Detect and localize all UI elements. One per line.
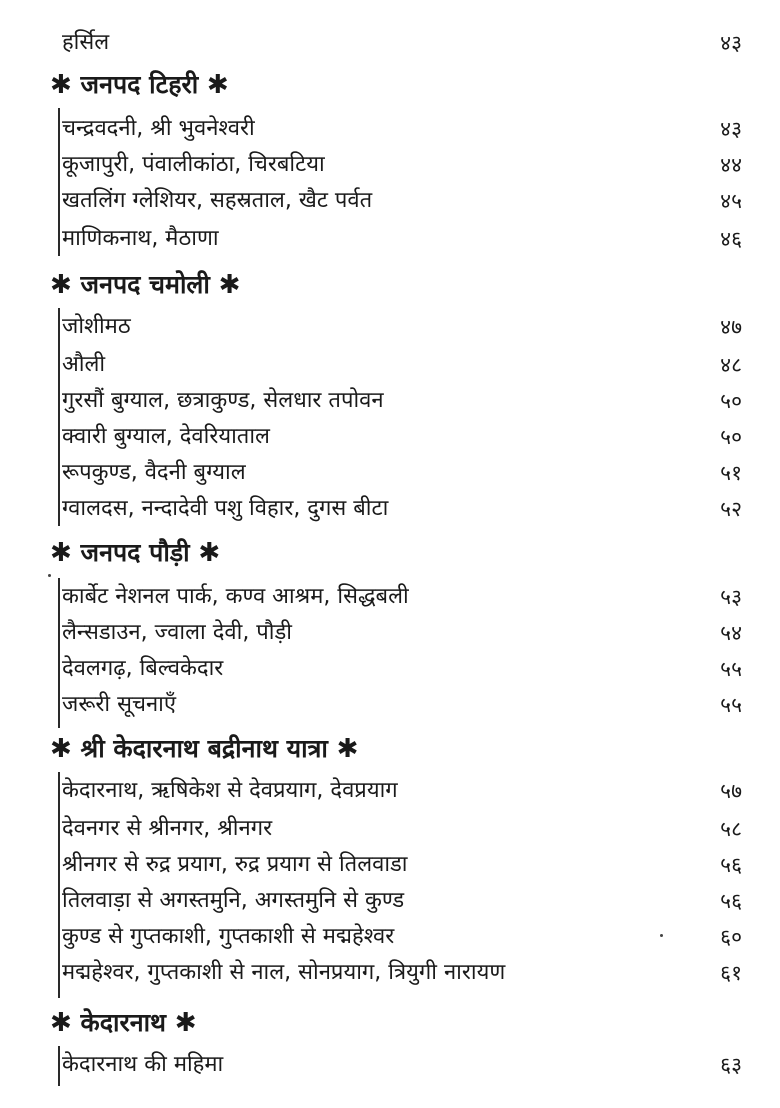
section-rule xyxy=(58,108,60,256)
entry-title: देवनगर से श्रीनगर, श्रीनगर xyxy=(62,816,273,841)
toc-entry xyxy=(62,580,742,614)
entry-page: ४३ xyxy=(720,31,742,55)
toc-entry xyxy=(62,112,742,146)
entry-title: जरूरी सूचनाएँ xyxy=(62,692,177,717)
toc-entry xyxy=(62,184,742,218)
toc-entry xyxy=(62,884,742,918)
print-speck xyxy=(48,574,51,577)
entry-page: ५३ xyxy=(720,585,742,609)
entry-title: कार्बेट नेशनल पार्क, कण्व आश्रम, सिद्धबली xyxy=(62,584,409,609)
section-heading xyxy=(50,730,358,768)
asterisk-icon: ✱ xyxy=(218,270,241,300)
entry-title: कुण्ड से गुप्तकाशी, गुप्तकाशी से मद्महेश्वर xyxy=(62,924,395,949)
entry-page: ४३ xyxy=(720,117,742,141)
toc-entry xyxy=(62,420,742,454)
entry-title: क्वारी बुग्याल, देवरियाताल xyxy=(62,424,270,449)
toc-entry xyxy=(62,384,742,418)
entry-page: ६० xyxy=(720,925,742,949)
toc-entry xyxy=(62,956,742,990)
entry-page: ४७ xyxy=(720,315,742,339)
entry-page: ५० xyxy=(720,425,742,449)
toc-entry xyxy=(62,456,742,490)
entry-title: लैन्सडाउन, ज्वाला देवी, पौड़ी xyxy=(62,620,292,645)
section-rule xyxy=(58,772,60,998)
entry-page: ४५ xyxy=(720,189,742,213)
entry-page: ६३ xyxy=(720,1053,742,1077)
toc-entry xyxy=(62,148,742,182)
toc-entry xyxy=(62,848,742,882)
entry-page: ४८ xyxy=(720,353,742,377)
entry-title: औली xyxy=(62,352,106,377)
asterisk-icon: ✱ xyxy=(50,1008,72,1038)
entry-title: माणिकनाथ, मैठाणा xyxy=(62,226,219,251)
asterisk-icon: ✱ xyxy=(198,538,221,568)
toc-entry xyxy=(62,616,742,650)
entry-page: ५६ xyxy=(720,889,742,913)
section-heading xyxy=(50,1004,197,1042)
entry-page: ५५ xyxy=(720,693,742,717)
entry-title: तिलवाड़ा से अगस्तमुनि, अगस्तमुनि से कुण्ड xyxy=(62,888,405,913)
section-rule xyxy=(58,578,60,728)
section-title: श्री केदारनाथ बद्रीनाथ यात्रा xyxy=(80,734,328,763)
toc-entry xyxy=(62,652,742,686)
toc-entry xyxy=(62,774,742,808)
entry-page: ५१ xyxy=(720,461,742,485)
entry-title: श्रीनगर से रुद्र प्रयाग, रुद्र प्रयाग से तिलवाडा xyxy=(62,852,408,877)
entry-page: ५४ xyxy=(720,621,742,645)
entry-title: हर्सिल xyxy=(62,30,110,55)
entry-page: ४६ xyxy=(720,227,742,251)
section-rule xyxy=(58,1046,60,1086)
entry-page: ५० xyxy=(720,389,742,413)
section-rule xyxy=(58,308,60,526)
entry-title: चन्द्रवदनी, श्री भुवनेश्वरी xyxy=(62,116,255,141)
entry-title: देवलगढ़, बिल्वकेदार xyxy=(62,656,224,681)
entry-page: ६१ xyxy=(720,961,742,985)
entry-page: ५८ xyxy=(720,817,742,841)
entry-title: रूपकुण्ड, वैदनी बुग्याल xyxy=(62,460,246,485)
section-title: जनपद चमोली xyxy=(80,270,210,299)
toc-entry xyxy=(62,492,742,526)
asterisk-icon: ✱ xyxy=(50,538,72,568)
toc-entry xyxy=(62,1048,742,1082)
section-title: जनपद पौड़ी xyxy=(80,538,190,567)
section-heading xyxy=(50,66,229,104)
asterisk-icon: ✱ xyxy=(50,734,72,764)
section-heading xyxy=(50,266,240,304)
toc-entry xyxy=(62,26,742,60)
toc-entry xyxy=(62,222,742,256)
section-title: जनपद टिहरी xyxy=(80,70,199,99)
entry-title: मद्महेश्वर, गुप्तकाशी से नाल, सोनप्रयाग, त्रियुगी नारायण xyxy=(62,960,506,985)
entry-title: केदारनाथ की महिमा xyxy=(62,1052,224,1077)
entry-page: ४४ xyxy=(720,153,742,177)
toc-entry xyxy=(62,348,742,382)
entry-page: ५२ xyxy=(720,497,742,521)
entry-title: जोशीमठ xyxy=(62,314,131,339)
entry-title: खतलिंग ग्लेशियर, सहस्रताल, खैट पर्वत xyxy=(62,188,373,213)
asterisk-icon: ✱ xyxy=(206,70,229,100)
entry-title: गुरसौं बुग्याल, छत्राकुण्ड, सेलधार तपोवन xyxy=(62,388,384,413)
asterisk-icon: ✱ xyxy=(50,70,72,100)
asterisk-icon: ✱ xyxy=(50,270,72,300)
entry-page: ५७ xyxy=(720,779,742,803)
entry-page: ५५ xyxy=(720,657,742,681)
toc-entry xyxy=(62,812,742,846)
entry-title: कूजापुरी, पंवालीकांठा, चिरबटिया xyxy=(62,152,325,177)
entry-title: केदारनाथ, ऋषिकेश से देवप्रयाग, देवप्रयाग xyxy=(62,778,398,803)
section-heading xyxy=(50,534,220,572)
toc-entry xyxy=(62,688,742,722)
asterisk-icon: ✱ xyxy=(174,1008,197,1038)
toc-entry xyxy=(62,310,742,344)
entry-title: ग्वालदस, नन्दादेवी पशु विहार, दुगस बीटा xyxy=(62,496,389,521)
section-title: केदारनाथ xyxy=(80,1008,167,1037)
asterisk-icon: ✱ xyxy=(336,734,359,764)
toc-entry xyxy=(62,920,742,954)
entry-page: ५६ xyxy=(720,853,742,877)
